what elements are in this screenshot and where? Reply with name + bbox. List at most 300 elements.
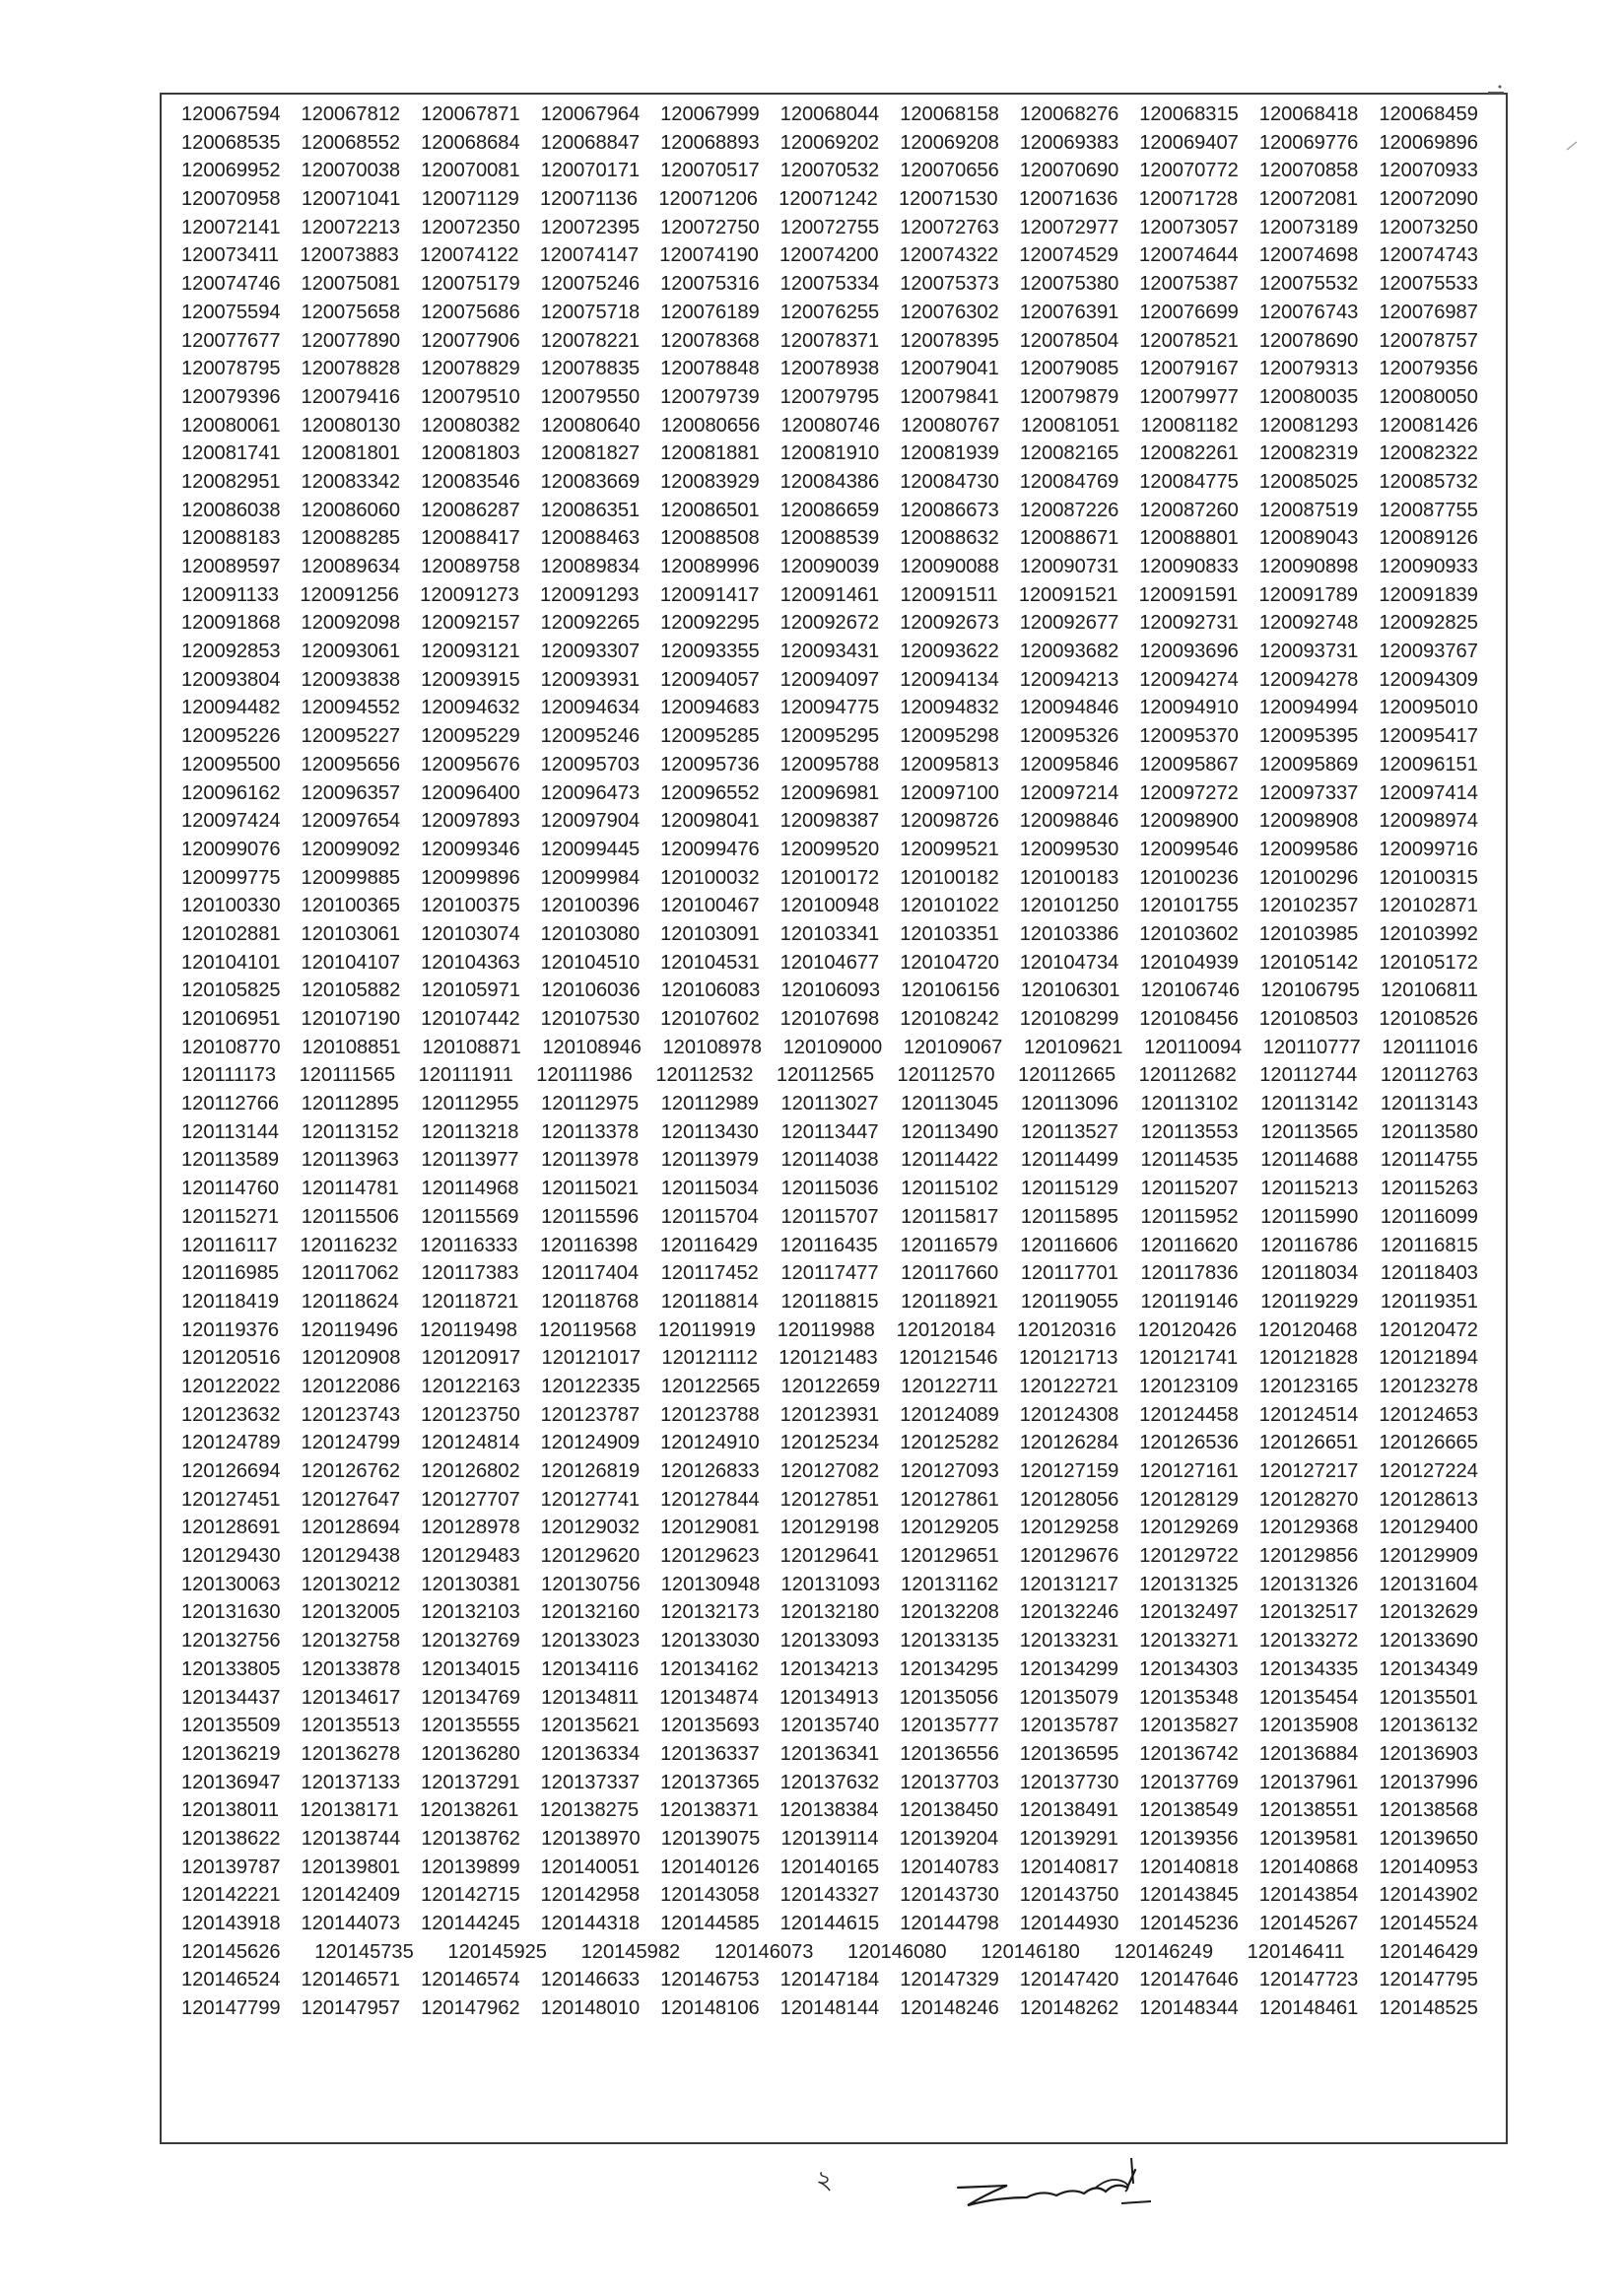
roll-number: 120070933 bbox=[1379, 160, 1478, 182]
roll-number: 120148461 bbox=[1258, 1997, 1359, 2020]
roll-number: 120113527 bbox=[1020, 1120, 1118, 1143]
roll-number: 120072755 bbox=[779, 216, 880, 238]
table-row bbox=[162, 299, 1506, 327]
roll-number: 120106093 bbox=[780, 979, 881, 1002]
roll-number: 120119498 bbox=[419, 1318, 517, 1341]
roll-number: 120113378 bbox=[541, 1120, 640, 1143]
roll-number: 120147646 bbox=[1139, 1969, 1239, 1991]
roll-number: 120144615 bbox=[779, 1913, 880, 1934]
roll-number: 120099546 bbox=[1139, 838, 1239, 860]
roll-number: 120068276 bbox=[1019, 103, 1119, 125]
roll-number: 120123787 bbox=[540, 1403, 641, 1426]
roll-number: 120079550 bbox=[540, 385, 641, 408]
table-row bbox=[162, 439, 1506, 468]
roll-number: 120123165 bbox=[1258, 1375, 1359, 1397]
roll-number: 120099885 bbox=[301, 866, 401, 889]
roll-number: 120127861 bbox=[900, 1488, 999, 1511]
roll-number: 120077677 bbox=[181, 329, 281, 352]
roll-number: 120067594 bbox=[181, 103, 281, 125]
roll-number: 120078757 bbox=[1379, 329, 1478, 352]
roll-number: 120091273 bbox=[420, 583, 519, 606]
roll-number: 120072977 bbox=[1019, 216, 1119, 238]
roll-number: 120095298 bbox=[900, 725, 999, 748]
roll-number: 120112955 bbox=[421, 1093, 519, 1115]
side-mark bbox=[1565, 138, 1579, 152]
roll-number: 120101755 bbox=[1139, 895, 1239, 917]
roll-number: 120095676 bbox=[421, 753, 520, 776]
roll-number: 120088508 bbox=[660, 527, 760, 550]
roll-number: 120074644 bbox=[1139, 244, 1239, 267]
roll-number: 120137632 bbox=[779, 1771, 880, 1793]
roll-number: 120135908 bbox=[1258, 1715, 1359, 1737]
roll-number: 120094846 bbox=[1019, 697, 1119, 719]
roll-number: 120115021 bbox=[541, 1178, 640, 1200]
roll-number: 120115213 bbox=[1260, 1178, 1359, 1200]
roll-number: 120121546 bbox=[898, 1347, 998, 1370]
roll-number: 120128694 bbox=[301, 1517, 401, 1539]
roll-number: 120090898 bbox=[1258, 556, 1359, 577]
roll-number: 120137730 bbox=[1019, 1771, 1119, 1793]
roll-number: 120140783 bbox=[900, 1855, 999, 1878]
roll-number: 120136903 bbox=[1379, 1742, 1478, 1765]
roll-number: 120094683 bbox=[660, 697, 760, 719]
roll-number: 120138970 bbox=[541, 1827, 641, 1850]
roll-number: 120094634 bbox=[540, 697, 641, 719]
roll-number: 120094832 bbox=[900, 697, 999, 719]
roll-number: 120137365 bbox=[660, 1771, 760, 1793]
roll-number: 120095326 bbox=[1019, 725, 1119, 748]
table-row bbox=[162, 581, 1506, 610]
roll-number: 120145267 bbox=[1258, 1913, 1359, 1934]
roll-number: 120074122 bbox=[419, 244, 519, 267]
roll-number: 120134303 bbox=[1139, 1657, 1239, 1680]
table-row bbox=[162, 977, 1506, 1005]
roll-number: 120084775 bbox=[1139, 470, 1239, 493]
roll-number: 120133271 bbox=[1139, 1630, 1239, 1653]
roll-number: 120109000 bbox=[782, 1036, 883, 1058]
roll-number: 120070858 bbox=[1258, 160, 1359, 182]
roll-number: 120134015 bbox=[421, 1657, 520, 1680]
table-row bbox=[162, 468, 1506, 497]
roll-number: 120119988 bbox=[777, 1318, 875, 1341]
roll-number: 120081741 bbox=[181, 442, 281, 465]
roll-number: 120115129 bbox=[1020, 1178, 1118, 1200]
roll-number: 120117062 bbox=[301, 1262, 399, 1285]
roll-number: 120131093 bbox=[780, 1573, 881, 1595]
roll-number: 120135621 bbox=[540, 1715, 641, 1737]
roll-number: 120115263 bbox=[1380, 1178, 1478, 1200]
roll-number: 120095500 bbox=[181, 753, 281, 776]
roll-number: 120131604 bbox=[1379, 1573, 1478, 1595]
roll-number: 120070958 bbox=[181, 188, 281, 211]
roll-number: 120091521 bbox=[1018, 583, 1118, 606]
roll-number: 120105825 bbox=[181, 979, 281, 1002]
roll-number: 120093731 bbox=[1258, 641, 1359, 663]
roll-number: 120131630 bbox=[181, 1601, 281, 1624]
roll-number: 120131217 bbox=[1019, 1573, 1118, 1595]
roll-number: 120071530 bbox=[899, 188, 998, 211]
roll-number: 120137703 bbox=[900, 1771, 999, 1793]
roll-number: 120113218 bbox=[421, 1120, 519, 1143]
roll-number: 120124814 bbox=[421, 1432, 520, 1454]
roll-number: 120097100 bbox=[900, 781, 999, 804]
roll-number: 120106156 bbox=[901, 979, 1000, 1002]
roll-number: 120138622 bbox=[181, 1827, 281, 1850]
table-row bbox=[162, 1005, 1506, 1034]
roll-number: 120102357 bbox=[1258, 895, 1359, 917]
roll-number: 120114688 bbox=[1260, 1149, 1359, 1172]
roll-number: 120095813 bbox=[900, 753, 999, 776]
roll-number: 120078829 bbox=[421, 358, 520, 380]
roll-number: 120138275 bbox=[539, 1799, 640, 1822]
roll-number: 120136337 bbox=[660, 1742, 760, 1765]
roll-number: 120098726 bbox=[900, 810, 999, 833]
roll-number: 120130756 bbox=[541, 1573, 641, 1595]
roll-number: 120078938 bbox=[779, 358, 880, 380]
roll-number: 120098041 bbox=[660, 810, 760, 833]
roll-number: 120134162 bbox=[659, 1657, 759, 1680]
roll-number: 120135740 bbox=[779, 1715, 880, 1737]
roll-number: 120078395 bbox=[900, 329, 999, 352]
roll-number: 120100032 bbox=[660, 866, 760, 889]
roll-number: 120081939 bbox=[900, 442, 999, 465]
roll-number: 120119568 bbox=[538, 1318, 637, 1341]
roll-number: 120115704 bbox=[660, 1205, 759, 1228]
roll-number: 120096151 bbox=[1379, 753, 1478, 776]
roll-number: 120129258 bbox=[1019, 1517, 1119, 1539]
roll-number: 120085732 bbox=[1379, 470, 1478, 493]
roll-number: 120081801 bbox=[301, 442, 401, 465]
roll-number: 120095869 bbox=[1258, 753, 1359, 776]
roll-number: 120124514 bbox=[1258, 1403, 1359, 1426]
roll-number: 120071129 bbox=[421, 188, 519, 211]
roll-number: 120133135 bbox=[900, 1630, 999, 1653]
roll-number: 120070171 bbox=[540, 160, 641, 182]
roll-number: 120143845 bbox=[1139, 1884, 1239, 1907]
roll-number: 120112665 bbox=[1018, 1064, 1116, 1087]
roll-number: 120093804 bbox=[181, 668, 281, 691]
roll-number: 120088632 bbox=[900, 527, 999, 550]
table-row bbox=[162, 1542, 1506, 1571]
roll-number: 120126284 bbox=[1019, 1432, 1119, 1454]
roll-number: 120126536 bbox=[1139, 1432, 1239, 1454]
roll-number: 120140126 bbox=[660, 1855, 760, 1878]
roll-number: 120081293 bbox=[1258, 414, 1359, 437]
roll-number: 120146411 bbox=[1247, 1940, 1345, 1963]
roll-number: 120097214 bbox=[1019, 781, 1119, 804]
roll-number: 120143902 bbox=[1379, 1884, 1478, 1907]
table-row bbox=[162, 1796, 1506, 1825]
roll-number: 120139899 bbox=[421, 1855, 520, 1878]
table-row bbox=[162, 524, 1506, 553]
roll-number: 120146073 bbox=[713, 1940, 814, 1963]
roll-number: 120135079 bbox=[1019, 1686, 1118, 1709]
roll-number: 120078848 bbox=[660, 358, 760, 380]
roll-number: 120135693 bbox=[660, 1715, 760, 1737]
roll-number: 120089996 bbox=[660, 556, 760, 577]
roll-number: 120112989 bbox=[660, 1093, 759, 1115]
roll-number: 120099896 bbox=[421, 866, 520, 889]
roll-number: 120070517 bbox=[660, 160, 760, 182]
roll-number: 120130212 bbox=[301, 1573, 401, 1595]
roll-number: 120086501 bbox=[660, 499, 760, 521]
roll-number: 120113143 bbox=[1380, 1093, 1478, 1115]
corner-mark bbox=[1486, 83, 1506, 95]
roll-number: 120136278 bbox=[301, 1742, 401, 1765]
roll-number: 120072763 bbox=[900, 216, 999, 238]
roll-number: 120108946 bbox=[542, 1036, 642, 1058]
roll-number: 120089597 bbox=[181, 556, 281, 577]
roll-number: 120112682 bbox=[1138, 1064, 1237, 1087]
roll-number: 120116579 bbox=[900, 1234, 998, 1256]
roll-number: 120070772 bbox=[1139, 160, 1239, 182]
roll-number: 120133805 bbox=[181, 1657, 281, 1680]
table-row bbox=[162, 1740, 1506, 1769]
roll-number: 120113565 bbox=[1260, 1120, 1359, 1143]
roll-number: 120099984 bbox=[540, 866, 641, 889]
roll-number: 120076743 bbox=[1258, 301, 1359, 323]
roll-number: 120095867 bbox=[1139, 753, 1239, 776]
roll-number: 120147723 bbox=[1258, 1969, 1359, 1991]
roll-number: 120133093 bbox=[779, 1630, 880, 1653]
roll-number: 120123632 bbox=[181, 1403, 281, 1426]
roll-number: 120099076 bbox=[181, 838, 281, 860]
table-row bbox=[162, 1373, 1506, 1401]
roll-number: 120134769 bbox=[421, 1686, 520, 1709]
roll-number: 120109067 bbox=[903, 1036, 1003, 1058]
roll-number: 120111016 bbox=[1382, 1036, 1478, 1058]
roll-number: 120086351 bbox=[540, 499, 641, 521]
roll-number: 120086060 bbox=[301, 499, 401, 521]
roll-number: 120095226 bbox=[181, 725, 281, 748]
roll-number: 120106036 bbox=[541, 979, 641, 1002]
roll-number: 120126819 bbox=[540, 1460, 641, 1482]
roll-number: 120142409 bbox=[301, 1884, 401, 1907]
roll-number: 120095788 bbox=[779, 753, 880, 776]
roll-number: 120104677 bbox=[779, 951, 880, 974]
roll-number: 120107190 bbox=[301, 1008, 401, 1030]
roll-number: 120068418 bbox=[1258, 103, 1359, 125]
roll-number: 120127159 bbox=[1019, 1460, 1119, 1482]
roll-number: 120091417 bbox=[659, 583, 760, 606]
roll-number: 120120908 bbox=[301, 1347, 401, 1370]
roll-number: 120106083 bbox=[660, 979, 761, 1002]
roll-number: 120077906 bbox=[421, 329, 520, 352]
roll-number: 120115817 bbox=[901, 1205, 999, 1228]
roll-number: 120091839 bbox=[1379, 583, 1478, 606]
table-row bbox=[162, 1994, 1506, 2023]
roll-number: 120100467 bbox=[660, 895, 760, 917]
roll-number: 120080050 bbox=[1379, 385, 1478, 408]
roll-number: 120115506 bbox=[301, 1205, 399, 1228]
roll-number: 120113589 bbox=[181, 1149, 280, 1172]
roll-number: 120090731 bbox=[1019, 556, 1119, 577]
roll-number: 120108770 bbox=[181, 1036, 281, 1058]
table-row bbox=[162, 1344, 1506, 1373]
roll-number: 120074200 bbox=[778, 244, 879, 267]
roll-number: 120113096 bbox=[1020, 1093, 1118, 1115]
roll-number: 120068893 bbox=[660, 131, 760, 154]
roll-number: 120099530 bbox=[1019, 838, 1119, 860]
roll-number: 120135777 bbox=[900, 1715, 999, 1737]
roll-number: 120133272 bbox=[1258, 1630, 1359, 1653]
table-row bbox=[162, 1684, 1506, 1713]
roll-number: 120142221 bbox=[181, 1884, 281, 1907]
roll-number: 120135348 bbox=[1139, 1686, 1239, 1709]
roll-number: 120113430 bbox=[660, 1120, 759, 1143]
roll-number: 120096473 bbox=[540, 781, 641, 804]
roll-number: 120119351 bbox=[1380, 1290, 1478, 1313]
roll-number: 120073057 bbox=[1139, 216, 1239, 238]
roll-number: 120100183 bbox=[1019, 866, 1119, 889]
roll-number: 120100948 bbox=[779, 895, 880, 917]
roll-number: 120081803 bbox=[421, 442, 520, 465]
roll-number: 120145982 bbox=[580, 1940, 681, 1963]
signature bbox=[948, 2148, 1194, 2217]
table-row bbox=[162, 1288, 1506, 1316]
roll-number: 120115895 bbox=[1020, 1205, 1118, 1228]
roll-number: 120118814 bbox=[660, 1290, 759, 1313]
roll-number: 120136219 bbox=[181, 1742, 281, 1765]
roll-number: 120112565 bbox=[776, 1064, 875, 1087]
roll-number: 120140817 bbox=[1019, 1855, 1119, 1878]
roll-number: 120081881 bbox=[660, 442, 760, 465]
roll-number: 120092677 bbox=[1019, 612, 1119, 635]
roll-number: 120096162 bbox=[181, 781, 281, 804]
roll-number: 120103386 bbox=[1019, 922, 1119, 945]
roll-number: 120124308 bbox=[1019, 1403, 1119, 1426]
roll-number: 120078504 bbox=[1019, 329, 1119, 352]
roll-number: 120127844 bbox=[660, 1488, 760, 1511]
roll-number: 120090088 bbox=[900, 556, 999, 577]
roll-number: 120143854 bbox=[1258, 1884, 1359, 1907]
roll-number: 120081051 bbox=[1020, 414, 1120, 437]
roll-number: 120089634 bbox=[301, 556, 401, 577]
roll-number: 120106811 bbox=[1380, 979, 1478, 1002]
roll-number: 120082261 bbox=[1139, 442, 1239, 465]
table-row bbox=[162, 1598, 1506, 1627]
roll-number: 120148344 bbox=[1139, 1997, 1239, 2020]
roll-number: 120128056 bbox=[1019, 1488, 1119, 1511]
roll-number: 120146429 bbox=[1379, 1940, 1478, 1963]
roll-number: 120100236 bbox=[1139, 866, 1239, 889]
roll-number: 120136947 bbox=[181, 1771, 281, 1793]
roll-number: 120098387 bbox=[779, 810, 880, 833]
roll-number: 120107698 bbox=[779, 1008, 880, 1030]
roll-number: 120079313 bbox=[1258, 358, 1359, 380]
roll-number: 120129081 bbox=[660, 1517, 760, 1539]
roll-number: 120120472 bbox=[1379, 1318, 1478, 1341]
roll-number: 120115990 bbox=[1260, 1205, 1359, 1228]
roll-number: 120087226 bbox=[1019, 499, 1119, 521]
roll-number: 120138011 bbox=[181, 1799, 280, 1822]
roll-number: 120146574 bbox=[421, 1969, 520, 1991]
roll-number: 120137337 bbox=[540, 1771, 641, 1793]
roll-number: 120100296 bbox=[1258, 866, 1359, 889]
roll-number: 120122022 bbox=[181, 1375, 281, 1397]
roll-number: 120103080 bbox=[540, 922, 641, 945]
table-row bbox=[162, 1175, 1506, 1203]
roll-number: 120080767 bbox=[901, 414, 1000, 437]
roll-number: 120127224 bbox=[1379, 1460, 1478, 1482]
roll-number: 120075380 bbox=[1019, 273, 1119, 296]
roll-number: 120095010 bbox=[1379, 697, 1478, 719]
roll-number: 120142958 bbox=[540, 1884, 641, 1907]
roll-number: 120116099 bbox=[1380, 1205, 1478, 1228]
roll-number: 120106795 bbox=[1260, 979, 1360, 1002]
table-row bbox=[162, 1571, 1506, 1599]
roll-number: 120113977 bbox=[421, 1149, 519, 1172]
roll-number: 120069208 bbox=[900, 131, 999, 154]
roll-number: 120071136 bbox=[540, 188, 639, 211]
roll-number: 120121017 bbox=[541, 1347, 642, 1370]
roll-number: 120099445 bbox=[540, 838, 641, 860]
roll-number: 120112975 bbox=[541, 1093, 640, 1115]
roll-number: 120127161 bbox=[1139, 1460, 1239, 1482]
roll-number: 120080382 bbox=[421, 414, 520, 437]
roll-number: 120114781 bbox=[301, 1178, 399, 1200]
roll-number: 120113553 bbox=[1140, 1120, 1239, 1143]
roll-number: 120083546 bbox=[421, 470, 520, 493]
roll-number: 120069383 bbox=[1019, 131, 1119, 154]
roll-number: 120129368 bbox=[1258, 1517, 1359, 1539]
roll-number: 120143918 bbox=[181, 1913, 281, 1934]
roll-number: 120124910 bbox=[660, 1432, 760, 1454]
roll-number: 120111565 bbox=[299, 1064, 396, 1087]
roll-number: 120081182 bbox=[1140, 414, 1239, 437]
roll-number: 120090039 bbox=[779, 556, 880, 577]
roll-number: 120108851 bbox=[302, 1036, 401, 1058]
roll-number: 120091256 bbox=[300, 583, 399, 606]
roll-number: 120071242 bbox=[778, 188, 878, 211]
roll-number: 120113580 bbox=[1380, 1120, 1478, 1143]
roll-number: 120132497 bbox=[1139, 1601, 1239, 1624]
roll-number: 120073411 bbox=[181, 244, 280, 267]
table-row bbox=[162, 1627, 1506, 1655]
roll-number: 120095370 bbox=[1139, 725, 1239, 748]
table-row bbox=[162, 185, 1506, 214]
roll-number: 120135513 bbox=[301, 1715, 401, 1737]
roll-number: 120147957 bbox=[301, 1997, 401, 2020]
roll-number: 120135454 bbox=[1258, 1686, 1359, 1709]
roll-number: 120143327 bbox=[779, 1884, 880, 1907]
roll-number: 120079841 bbox=[900, 385, 999, 408]
roll-number: 120086673 bbox=[900, 499, 999, 521]
roll-number: 120145524 bbox=[1379, 1913, 1478, 1934]
roll-number: 120125282 bbox=[900, 1432, 999, 1454]
roll-number: 120104720 bbox=[900, 951, 999, 974]
roll-number: 120113447 bbox=[780, 1120, 879, 1143]
roll-number: 120071041 bbox=[301, 188, 401, 211]
roll-number: 120131162 bbox=[901, 1573, 999, 1595]
roll-number: 120088671 bbox=[1019, 527, 1119, 550]
roll-number: 120075594 bbox=[181, 301, 281, 323]
roll-number: 120129623 bbox=[660, 1545, 760, 1568]
roll-number: 120072395 bbox=[540, 216, 641, 238]
roll-number: 120105142 bbox=[1258, 951, 1359, 974]
roll-number: 120140818 bbox=[1139, 1855, 1239, 1878]
roll-number: 120068535 bbox=[181, 131, 281, 154]
roll-number: 120091868 bbox=[181, 612, 281, 635]
roll-number: 120131325 bbox=[1139, 1573, 1239, 1595]
roll-number: 120069407 bbox=[1139, 131, 1239, 154]
roll-number: 120101022 bbox=[900, 895, 999, 917]
roll-number: 120112532 bbox=[655, 1064, 754, 1087]
roll-number: 120068044 bbox=[779, 103, 880, 125]
roll-number: 120144585 bbox=[660, 1913, 760, 1934]
roll-number: 120080640 bbox=[541, 414, 641, 437]
roll-number: 120100396 bbox=[540, 895, 641, 917]
